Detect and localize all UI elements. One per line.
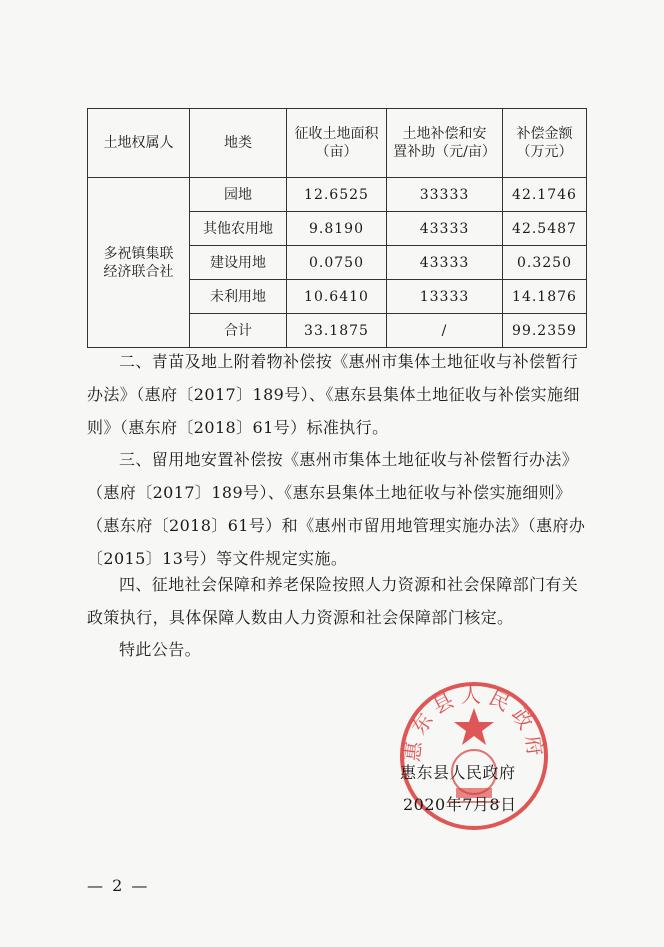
cell-type: 建设用地 [190, 246, 287, 280]
cell-area: 9.8190 [287, 212, 387, 246]
paragraph-retained-land: 三、留用地安置补偿按《惠州市集体土地征收与补偿暂行办法》（惠府〔2017〕189号）、《惠东县集体土地征收与补偿实施细则》（惠东府〔2018〕61号）和《惠州市留用地管理实施办法》（惠府办〔2015〕13号）等文件规定实施。 [87, 450, 586, 568]
header-amount [503, 109, 587, 178]
cell-amount: 99.2359 [503, 314, 587, 348]
owner-cell [88, 178, 190, 348]
cell-rate: 33333 [387, 178, 503, 212]
cell-area: 10.6410 [287, 280, 387, 314]
header-rate-line1: 土地补偿和安 [402, 126, 487, 142]
cell-amount: 14.1876 [503, 280, 587, 314]
cell-rate: 43333 [387, 246, 503, 280]
table-row [88, 178, 587, 212]
signature-date: 2020年7月8日 [403, 795, 517, 814]
signature-organization: 惠东县人民政府 [400, 763, 516, 782]
cell-amount: 0.3250 [503, 246, 587, 280]
header-rate-line2: 置补助（元/亩） [393, 144, 496, 160]
header-area-line2: （亩） [315, 144, 358, 160]
cell-amount: 42.1746 [503, 178, 587, 212]
cell-type: 园地 [190, 178, 287, 212]
cell-amount: 42.5487 [503, 212, 587, 246]
cell-area: 0.0750 [287, 246, 387, 280]
cell-type: 未利用地 [190, 280, 287, 314]
header-area [287, 109, 387, 178]
cell-area: 12.6525 [287, 178, 387, 212]
svg-text:惠东县人民政府: 惠东县人民政府 [399, 683, 549, 763]
owner-line1: 多祝镇集联 [103, 245, 174, 262]
paragraph-seedling-compensation: 二、青苗及地上附着物补偿按《惠州市集体土地征收与补偿暂行办法》（惠府〔2017〕189号）、《惠东县集体土地征收与补偿实施细则》（惠东府〔2018〕61号）标准执行。 [87, 352, 580, 437]
page-number: — 2 — [87, 876, 150, 895]
header-area-line1: 征收土地面积 [294, 126, 379, 142]
header-amount-line1: 补偿金额 [516, 126, 573, 142]
header-rate [387, 109, 503, 178]
header-owner: 土地权属人 [88, 109, 190, 178]
header-land-type: 地类 [190, 109, 287, 178]
cell-rate: 43333 [387, 212, 503, 246]
table-header-row [88, 109, 587, 178]
compensation-table [87, 108, 587, 348]
cell-type: 其他农用地 [190, 212, 287, 246]
header-amount-line2: （万元） [516, 144, 573, 160]
cell-area: 33.1875 [287, 314, 387, 348]
paragraph-social-security: 四、征地社会保障和养老保险按照人力资源和社会保障部门有关政策执行，具体保障人数由人力资源和社会保障部门核定。 [87, 575, 579, 627]
cell-rate: 13333 [387, 280, 503, 314]
cell-type: 合计 [190, 314, 287, 348]
cell-rate: / [387, 314, 503, 348]
paragraph-closing: 特此公告。 [119, 640, 202, 659]
owner-line2: 经济联合社 [103, 263, 174, 280]
